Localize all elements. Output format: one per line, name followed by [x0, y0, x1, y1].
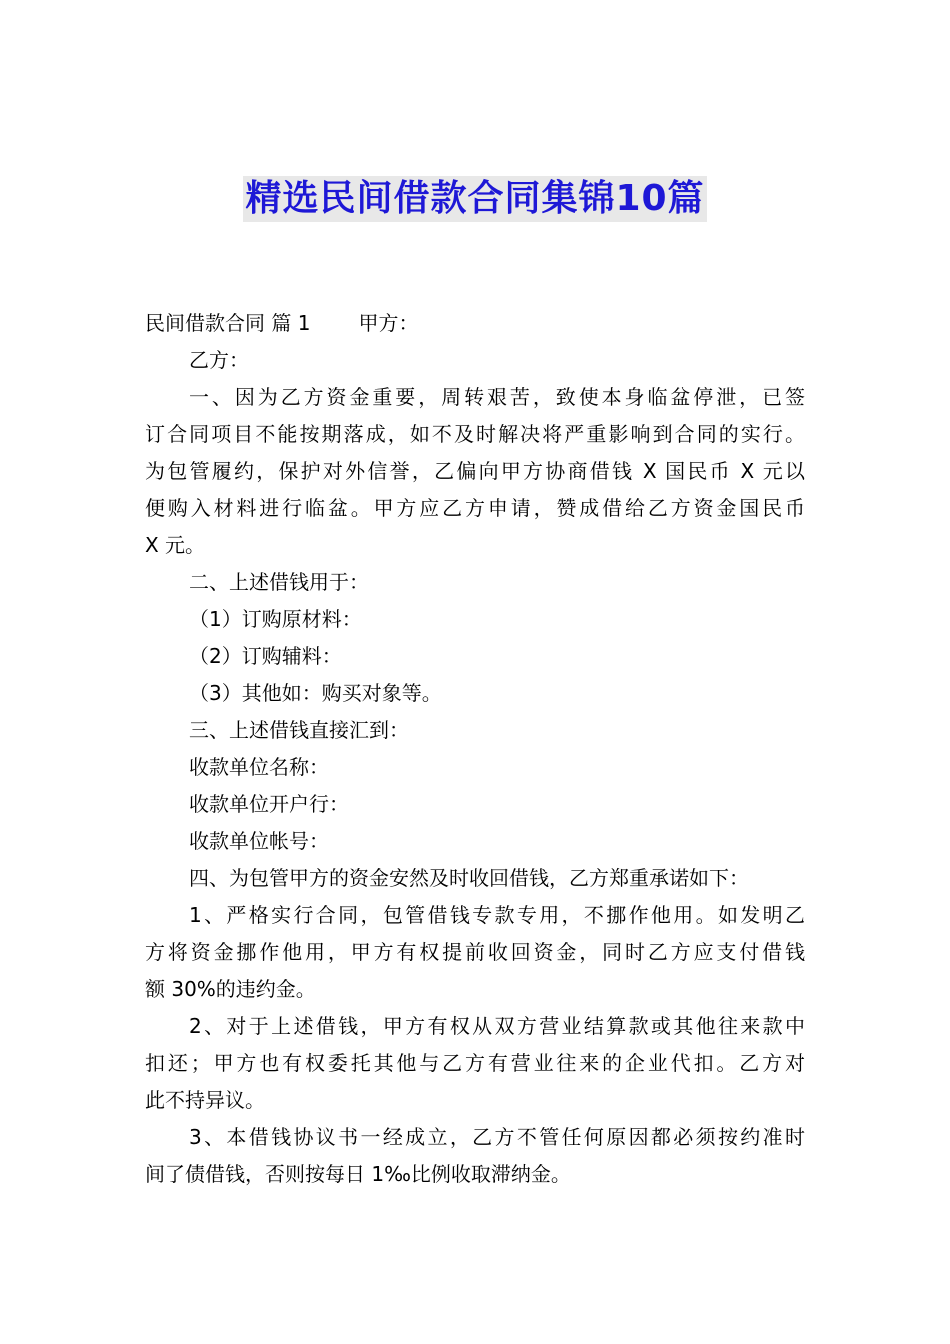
form-field-label: 收款单位开户行： — [189, 792, 349, 816]
paragraph-line: 三、上述借钱直接汇到： — [189, 718, 409, 742]
list-item: （1）订购原材料： — [189, 607, 362, 631]
paragraph-line: 1、严格实行合同，包管借钱专款专用，不挪作他用。如发明乙 — [189, 903, 805, 927]
paragraph-line: 3、本借钱协议书一经成立，乙方不管任何原因都必须按约准时 — [189, 1125, 805, 1149]
paragraph-line: 扣还；甲方也有权委托其他与乙方有营业往来的企业代扣。乙方对 — [145, 1051, 805, 1075]
list-item: （2）订购辅料： — [189, 644, 342, 668]
paragraph-line: 便购入材料进行临盆。甲方应乙方申请，赞成借给乙方资金国民币 — [145, 496, 805, 520]
paragraph-line: 2、对于上述借钱，甲方有权从双方营业结算款或其他往来款中 — [189, 1014, 805, 1038]
form-field-label: 收款单位名称： — [189, 755, 329, 779]
paragraph-line: 方将资金挪作他用，甲方有权提前收回资金，同时乙方应支付借钱 — [145, 940, 805, 964]
document-body — [145, 305, 805, 1193]
contract-heading: 民间借款合同 篇 1 — [145, 311, 311, 335]
paragraph-line: 一、因为乙方资金重要，周转艰苦，致使本身临盆停泄，已签 — [189, 385, 805, 409]
paragraph-line: 此不持异议。 — [145, 1088, 265, 1112]
paragraph-line: 间了债借钱，否则按每日 1‰比例收取滞纳金。 — [145, 1162, 571, 1186]
paragraph-line: X 元。 — [145, 533, 206, 557]
paragraph-line: 乙方： — [189, 348, 249, 372]
title-container — [0, 176, 950, 222]
paragraph-line: 订合同项目不能按期落成，如不及时解决将严重影响到合同的实行。 — [145, 422, 805, 446]
form-field-label: 收款单位帐号： — [189, 829, 329, 853]
paragraph-line: 为包管履约，保护对外信誉，乙偏向甲方协商借钱 X 国民币 X 元以 — [145, 459, 805, 483]
paragraph-line: 额 30%的违约金。 — [145, 977, 316, 1001]
paragraph-line: 四、为包管甲方的资金安然及时收回借钱，乙方郑重承诺如下： — [189, 866, 749, 890]
paragraph-line: 二、上述借钱用于： — [189, 570, 369, 594]
party-a-label: 甲方： — [358, 311, 419, 335]
contract-heading-line — [145, 305, 805, 342]
document-title: 精选民间借款合同集锦10篇 — [243, 176, 706, 222]
list-item: （3）其他如：购买对象等。 — [189, 681, 442, 705]
